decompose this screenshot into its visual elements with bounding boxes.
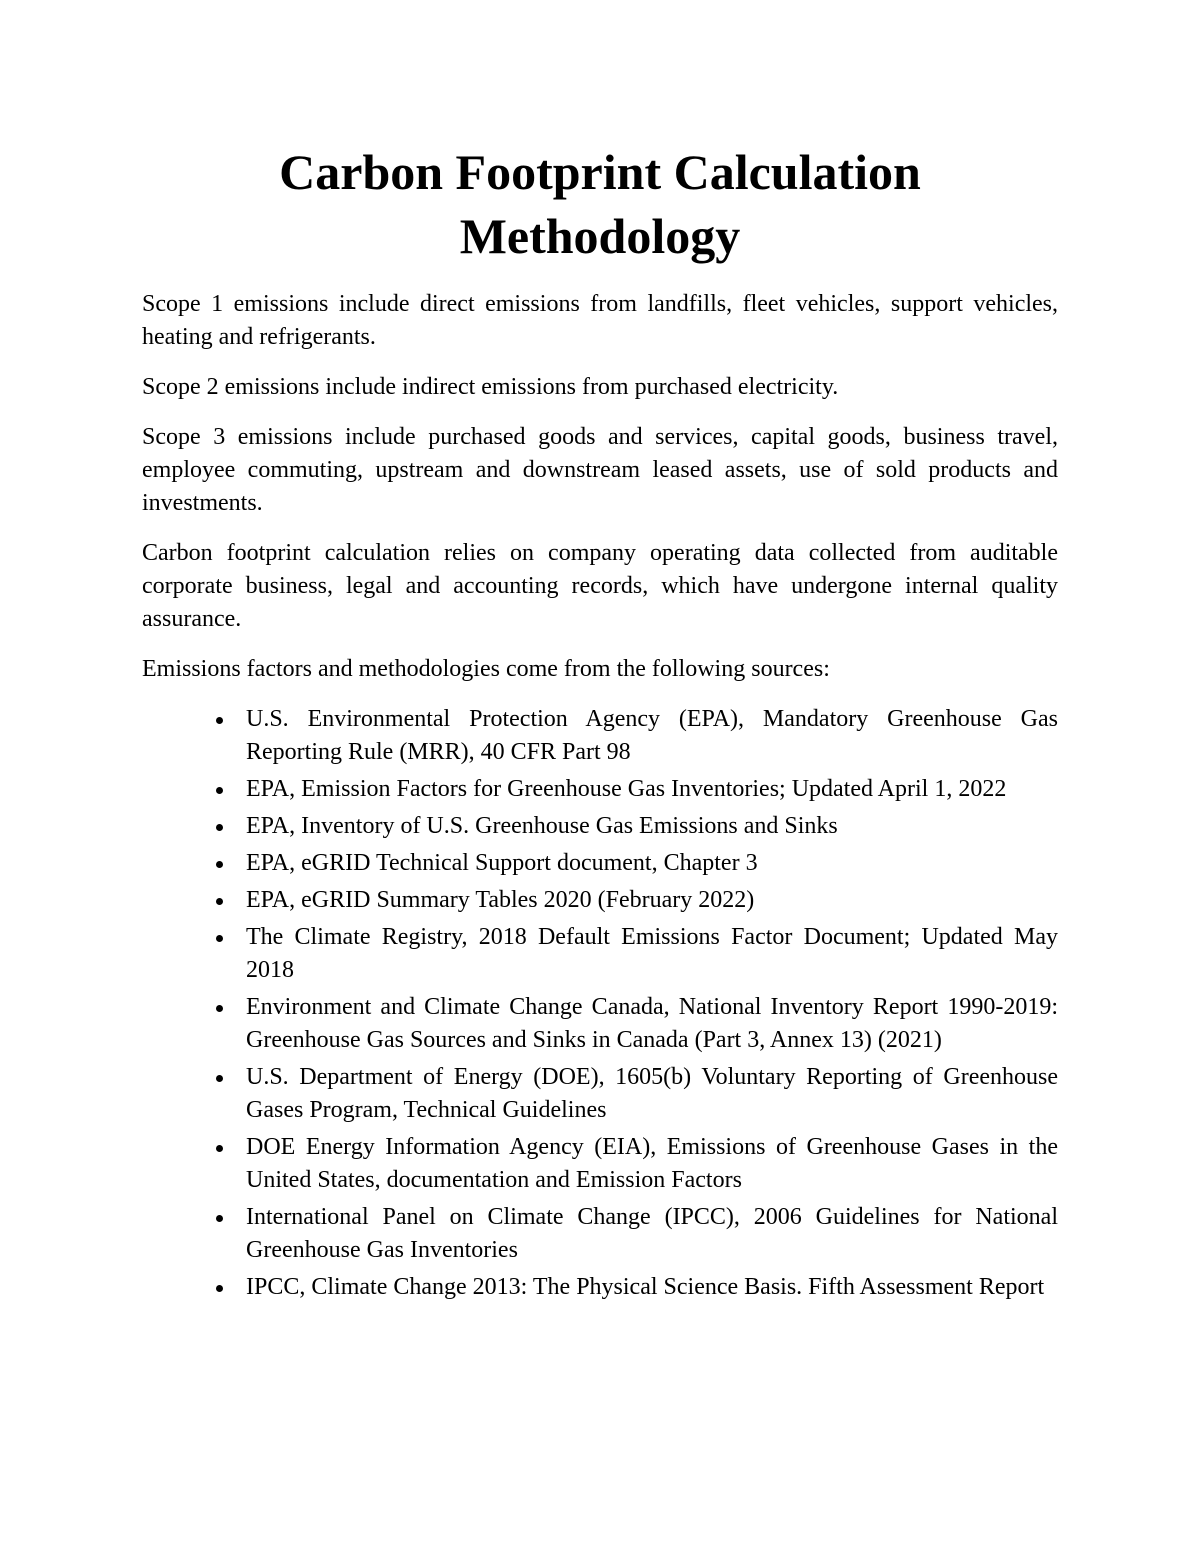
list-item (142, 773, 1058, 806)
list-item (142, 921, 1058, 987)
list-item-text: U.S. Environmental Protection Agency (EPA), Mandatory Greenhouse Gas Reporting Rule (MRR), 40 CFR Part 98 (246, 706, 1058, 765)
paragraph-calculation-data: Carbon footprint calculation relies on company operating data collected from auditable corporate business, legal and accounting records, which have undergone internal quality assurance. (142, 540, 1058, 632)
list-item (142, 703, 1058, 769)
list-item-text: EPA, eGRID Summary Tables 2020 (February 2022) (246, 887, 755, 913)
list-item-text: DOE Energy Information Agency (EIA), Emissions of Greenhouse Gases in the United States, documentation and Emission Factors (246, 1134, 1058, 1193)
list-item-text: EPA, eGRID Technical Support document, Chapter 3 (246, 850, 758, 876)
list-item-text: EPA, Emission Factors for Greenhouse Gas Inventories; Updated April 1, 2022 (246, 776, 1007, 802)
paragraph-sources-intro: Emissions factors and methodologies come from the following sources: (142, 656, 830, 682)
bullet-icon (216, 861, 223, 868)
list-item-text: U.S. Department of Energy (DOE), 1605(b) Voluntary Reporting of Greenhouse Gases Program, Technical Guidelines (246, 1064, 1058, 1123)
bullet-icon (216, 787, 223, 794)
title-line-2: Methodology (459, 208, 741, 264)
bullet-icon (216, 1215, 223, 1222)
list-item (142, 1271, 1058, 1304)
list-item-text: Environment and Climate Change Canada, National Inventory Report 1990-2019: Greenhouse Gas Sources and Sinks in Canada (Part 3, Annex 13) (2021) (246, 994, 1058, 1053)
bullet-icon (216, 1285, 223, 1292)
paragraph-scope-2: Scope 2 emissions include indirect emissions from purchased electricity. (142, 374, 839, 400)
bullet-icon (216, 1145, 223, 1152)
bullet-icon (216, 824, 223, 831)
document-page (142, 140, 1058, 1308)
list-item-text: International Panel on Climate Change (IPCC), 2006 Guidelines for National Greenhouse Gas Inventories (246, 1204, 1058, 1263)
bullet-icon (216, 717, 223, 724)
bullet-icon (216, 935, 223, 942)
list-item-text: IPCC, Climate Change 2013: The Physical Science Basis. Fifth Assessment Report (246, 1274, 1045, 1300)
title-line-1: Carbon Footprint Calculation (279, 144, 921, 200)
paragraph-scope-1: Scope 1 emissions include direct emissions from landfills, fleet vehicles, support vehicles, heating and refrigerants. (142, 291, 1058, 350)
list-item (142, 847, 1058, 880)
list-item (142, 1131, 1058, 1197)
bullet-icon (216, 898, 223, 905)
list-item (142, 884, 1058, 917)
list-item (142, 991, 1058, 1057)
page-title (142, 140, 1058, 268)
sources-list (142, 703, 1058, 1304)
bullet-icon (216, 1005, 223, 1012)
list-item-text: EPA, Inventory of U.S. Greenhouse Gas Emissions and Sinks (246, 813, 838, 839)
list-item (142, 810, 1058, 843)
list-item (142, 1201, 1058, 1267)
bullet-icon (216, 1075, 223, 1082)
list-item-text: The Climate Registry, 2018 Default Emissions Factor Document; Updated May 2018 (246, 924, 1058, 983)
paragraph-scope-3: Scope 3 emissions include purchased goods and services, capital goods, business travel, employee commuting, upstream and downstream leased assets, use of sold products and investments. (142, 424, 1058, 516)
list-item (142, 1061, 1058, 1127)
